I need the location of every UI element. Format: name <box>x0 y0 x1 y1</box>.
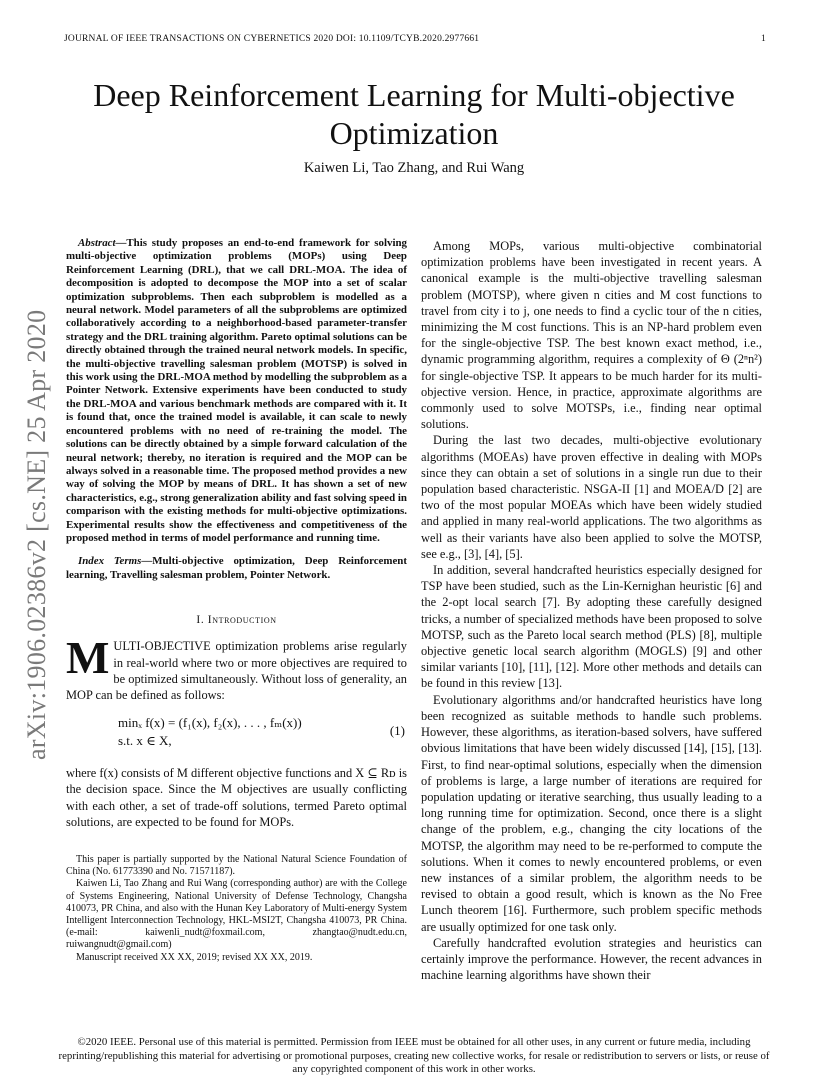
right-paragraph-1: Among MOPs, various multi-objective combinatorial optimization problems have been investigated in recent years. A canonical example is the multi-objective travelling salesman problem (MOTSP), where given n cities and M cost functions to travel from city i to j, one needs to find a cyclic tour of the n cities, minimizing the M cost functions. This is an NP-hard problem even for the single-objective TSP. The best known exact method, i.e., dynamic programming algorithm, requires a complexity of Θ (2ⁿn²) for single-objective TSP. It appears to be much harder for its multi-objective version. Hence, in practice, approximate algorithms are commonly used to solve MOTSPs, i.e., finding near optimal solutions. <box>421 239 762 432</box>
intro-paragraph-1-text: ULTI-OBJECTIVE optimization problems arise regularly in real-world where two or more objectives are required to be optimized simultaneously. Without loss of generality, an MOP can be defined as follows: <box>66 639 407 702</box>
paper-authors: Kaiwen Li, Tao Zhang, and Rui Wang <box>303 160 525 176</box>
intro-paragraph-2: where f(x) consists of M different objective functions and X ⊆ Rᴅ is the decision space. Since the M objectives are usually conflicting with each other, a set of trade-off solutions, termed Pareto optimal solutions, are expected to be found for MOPs. <box>66 766 407 829</box>
equation-constraint: s.t. x ∈ X, <box>118 733 172 749</box>
abstract-text: This study proposes an end-to-end framework for solving multi-objective optimization problems (MOPs) using Deep Reinforcement Learning (DRL), that we call DRL-MOA. The idea of decomposition is adopted to decompose the MOP into a set of scalar optimization subproblems. Then each subproblem is modelled as a neural network. Model parameters of all the subproblems are optimized collaboratively according to a neighborhood-based parameter-transfer strategy and the DRL training algorithm. Pareto optimal solutions can be directly obtained through the trained neural network models. In specific, the multi-objective travelling salesman problem (MOTSP) is solved in this work using the DRL-MOA method by modelling the subproblem as a Pointer Network. Extensive experiments have been conducted to study the DRL-MOA and various benchmark methods are compared with it. It is found that, once the trained model is available, it can scale to newly encountered problems with no need of re-training the model. The solutions can be directly obtained by a simple forward calculation of the neural network; thereby, no iteration is required and the MOP can be always solved in a reasonable time. The proposed method provides a new way of solving the MOP by means of DRL. It has shown a set of new characteristics, e.g., strong generalization ability and fast solving speed in comparison with the existing methods for multi-objective optimizations. Experimental results show the effectiveness and competitiveness of the proposed method in terms of model performance and running time. <box>66 237 407 544</box>
index-terms-label: Index Terms <box>78 555 142 568</box>
index-terms-text: Multi-objective optimization, Deep Reinforcement learning, Travelling salesman problem, Pointer Network. <box>66 555 407 581</box>
right-column <box>421 238 762 983</box>
abstract: Abstract—This study proposes an end-to-end framework for solving multi-objective optimization problems (MOPs) using Deep Reinforcement Learning (DRL), that we call DRL-MOA. The idea of decomposition is adopted to decompose the MOP into a set of scalar optimization subproblems. Then each subproblem is modelled as a neural network. Model parameters of all the subproblems are optimized collaboratively according to a neighborhood-based parameter-transfer strategy and the DRL training algorithm. Pareto optimal solutions can be directly obtained through the trained neural network models. In specific, the multi-objective travelling salesman problem (MOTSP) is solved in this work using the DRL-MOA method by modelling the subproblem as a Pointer Network. Extensive experiments have been conducted to study the DRL-MOA and various benchmark methods are compared with it. It is found that, once the trained model is available, it can scale to newly encountered problems with no need of re-training the model. The solutions can be directly obtained by a simple forward calculation of the neural network; thereby, no iteration is required and the MOP can be always solved in a reasonable time. The proposed method provides a new way of solving the MOP by means of DRL. It has shown a set of new characteristics, e.g., strong generalization ability and fast solving speed in comparison with the existing methods for multi-objective optimizations. Experimental results show the effectiveness and competitiveness of the proposed method in terms of model performance and running time. <box>66 237 407 544</box>
arxiv-stamp[interactable]: arXiv:1906.02386v2 [cs.NE] 25 Apr 2020 <box>22 309 51 760</box>
right-paragraph-3: In addition, several handcrafted heuristics especially designed for TSP have been studied, such as the Lin-Kernighan heuristic [6] and the 2-opt local search [7]. By adopting these carefully designed tricks, a number of specialized methods have been proposed to solve MOTSP, such as the Pareto local search method (PLS) [8], multiple objective genetic local search algorithm (MOGLS) [9] and other similar variants [10], [11], [12]. More other methods and details can be found in this review [13]. <box>421 563 762 691</box>
footnote-manuscript: Manuscript received XX XX, 2019; revised XX XX, 2019. <box>76 951 313 963</box>
equation-objective: minₓ f(x) = (f₁(x), f₂(x), . . . , fₘ(x)) <box>118 715 302 731</box>
copyright-notice: ©2020 IEEE. Personal use of this material is permitted. Permission from IEEE must be obtained for all other uses, in any current or future media, including reprinting/republishing this material for advertising or promotional purposes, creating new collective works, for resale or redistribution to servers or lists, or reuse of any copyrighted component of this work in other works. <box>58 1036 770 1075</box>
section-heading: I. Introduction <box>196 614 277 627</box>
page-number: 1 <box>761 34 766 44</box>
right-paragraph-2: During the last two decades, multi-objective evolutionary algorithms (MOEAs) have proven effective in dealing with MOPs since they can obtain a set of solutions in a single run due to their population based characteristic. NSGA-II [1] and MOEA/D [2] are two of the most popular MOEAs which have been widely studied and applied in many real-world applications. The two algorithms as well as their variants have also been applied to solve the MOTSP, see e.g., [3], [4], [5]. <box>421 433 762 561</box>
abstract-label: Abstract <box>78 237 116 249</box>
journal-header: JOURNAL OF IEEE TRANSACTIONS ON CYBERNETICS 2020 DOI: 10.1109/TCYB.2020.2977661 <box>64 34 480 44</box>
right-paragraph-4: Evolutionary algorithms and/or handcrafted heuristics have long been recognized as suitable methods to handle such problems. However, these algorithms, as iteration-based solvers, have suffered obvious limitations that have been widely discussed [14], [15], [13]. First, to find near-optimal solutions, especially when the dimension of problems is large, a large number of iterations are required for population updating or iterative searching, thus usually leading to a long running time for optimization. Second, once there is a slight change of the problem, e.g., changing the city locations of the MOTSP, the algorithm may need to be re-performed to compute the solutions. When it comes to newly encountered problems, or even new instances of a similar problem, the algorithm needs to be revised to obtain a good result, which is known as the No Free Lunch theorem [16]. Furthermore, such problem specific methods are usually optimized for one task only. <box>421 692 762 934</box>
intro-paragraph-1 <box>66 632 407 703</box>
index-terms: Index Terms—Multi-objective optimization, Deep Reinforcement learning, Travelling salesman problem, Pointer Network. <box>66 555 407 581</box>
running-header <box>64 34 766 44</box>
dropcap-letter: M <box>66 632 110 684</box>
footnote-funding: This paper is partially supported by the National Natural Science Foundation of China (No. 61773390 and No. 71571187). <box>66 853 407 878</box>
right-paragraph-5: Carefully handcrafted evolution strategies and heuristics can certainly improve the performance. However, the recent advances in machine learning algorithms have shown their <box>421 935 762 983</box>
footnote-affiliation: Kaiwen Li, Tao Zhang and Rui Wang (corresponding author) are with the College of Systems Engineering, National University of Defense Technology, Changsha 410073, PR China, and also with the Hunan Key Laboratory of Multi-energy System Intelligent Interconnection Technology, HKL-MSI2T, Changsha 410073, PR China. (e-mail: kaiwenli_nudt@foxmail.com, zhangtao@nudt.edu.cn, ruiwangnudt@gmail.com) <box>66 878 407 951</box>
left-column <box>66 237 407 964</box>
equation-number: (1) <box>389 723 405 739</box>
equation-1 <box>66 715 407 755</box>
footnotes <box>66 854 407 964</box>
paper-title: Deep Reinforcement Learning for Multi-objective Optimization <box>93 77 735 151</box>
